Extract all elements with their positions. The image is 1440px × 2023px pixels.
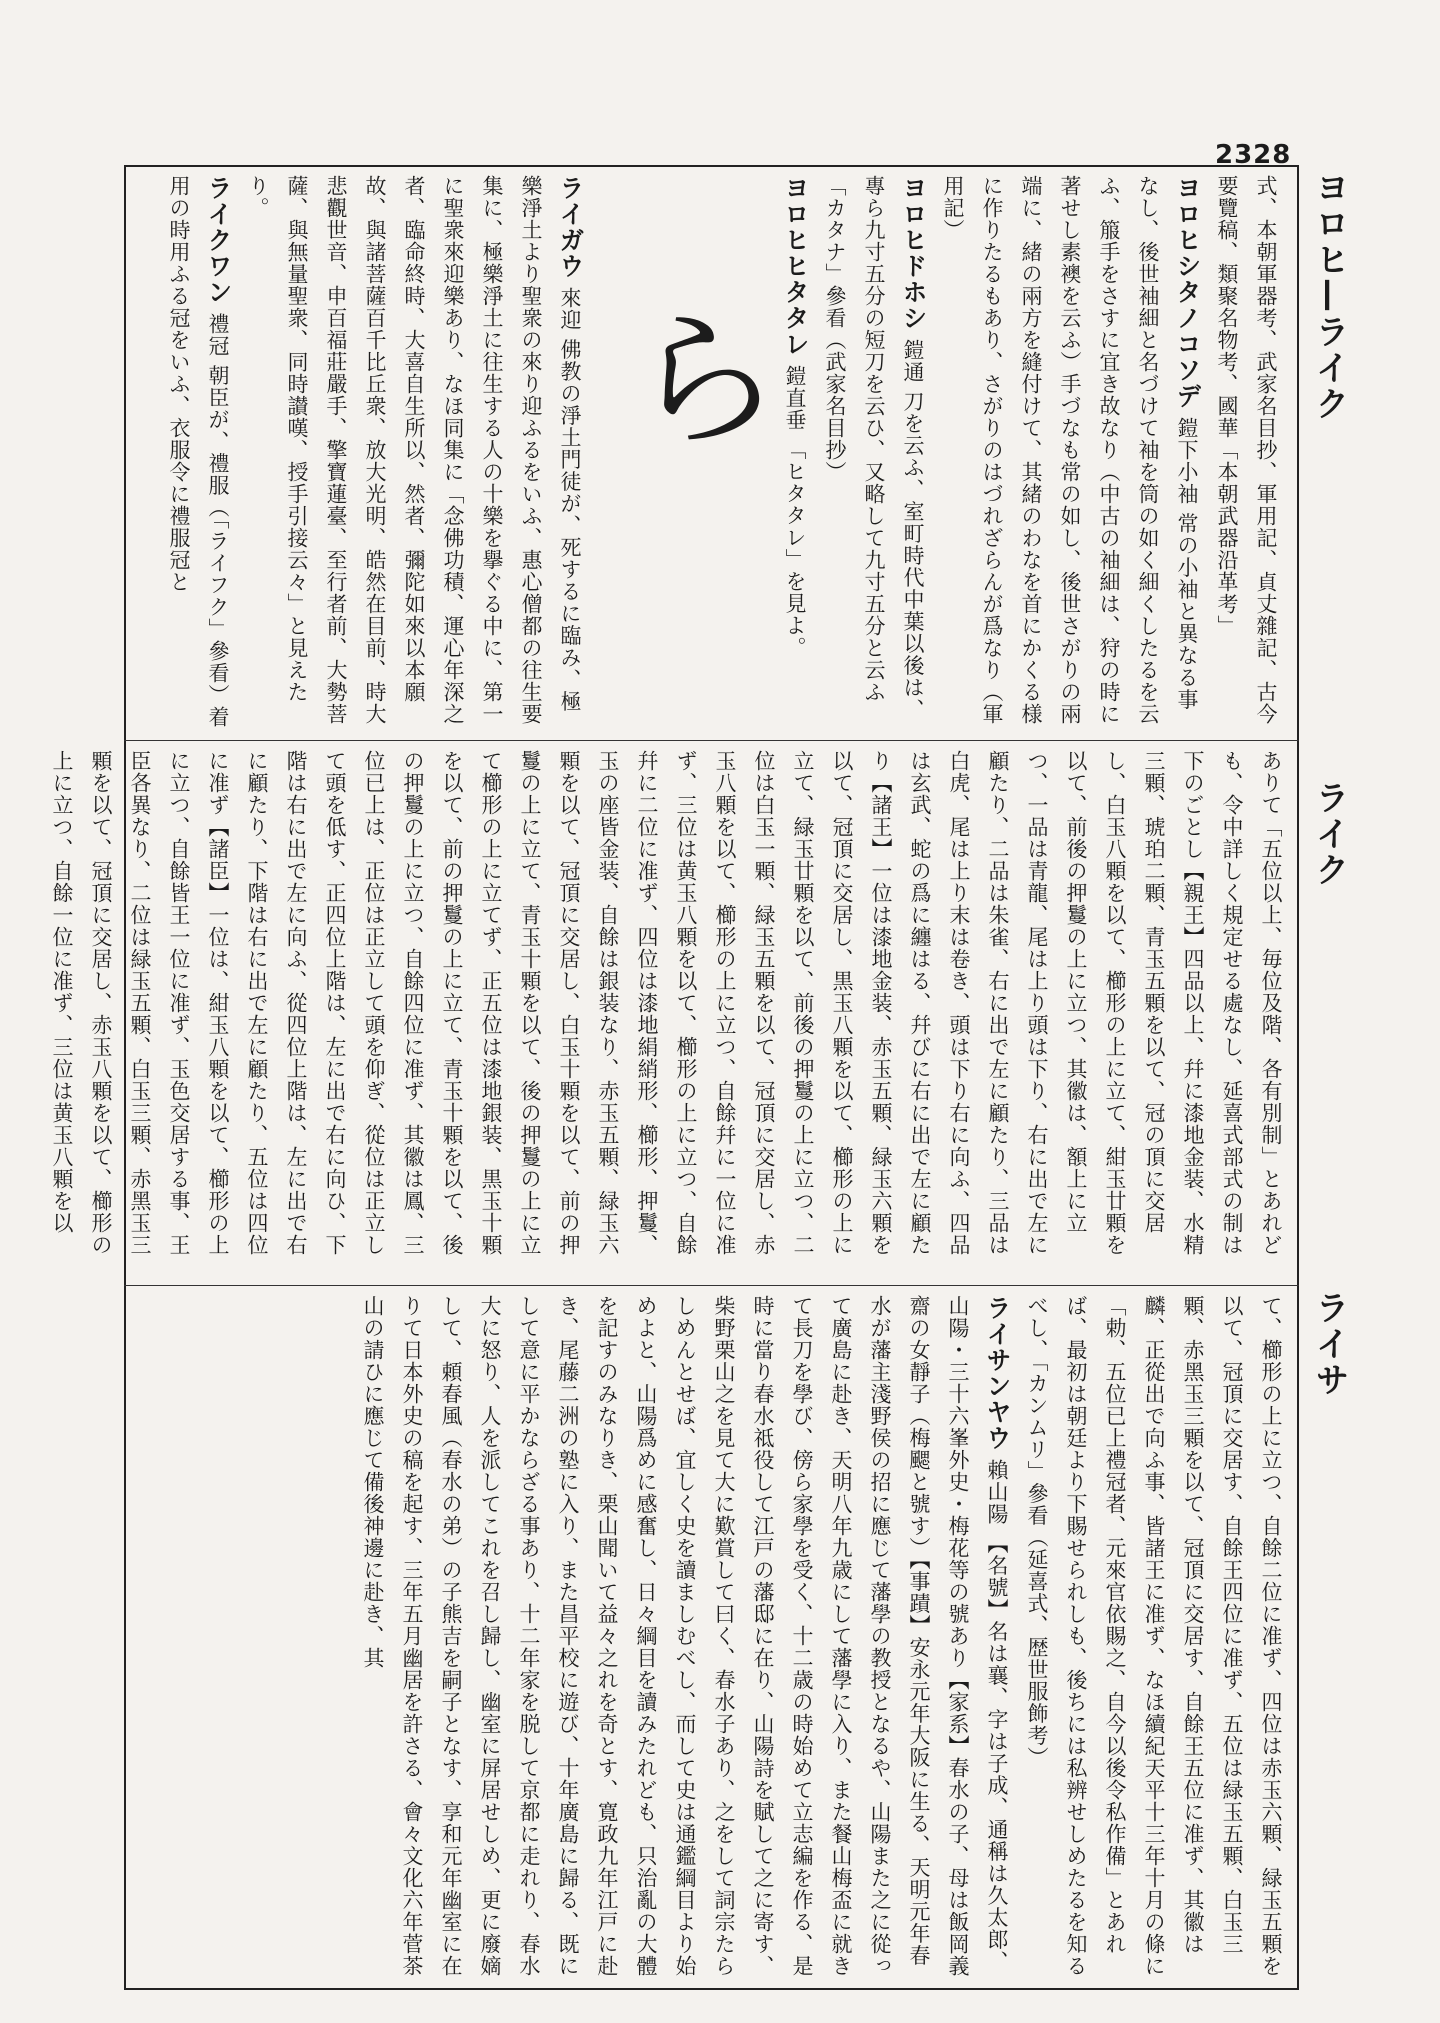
- headword: ヨロヒドホシ: [899, 175, 928, 331]
- headword-gloss: 鎧通: [901, 338, 925, 383]
- section-divider-bottom: [124, 1285, 1299, 1286]
- headword-gloss: 來迎: [558, 286, 582, 331]
- headword-gloss: 鎧直垂: [783, 364, 807, 431]
- entry: [353, 1295, 1017, 1980]
- top-column-left: [167, 175, 590, 730]
- headword: ヨロヒシタノコソデ: [1173, 175, 1202, 409]
- entry: [933, 175, 1207, 730]
- entry: [815, 175, 933, 730]
- headword: ヨロヒヒタタレ: [781, 175, 810, 357]
- headword-gloss: 鎧下小袖: [1175, 416, 1199, 505]
- entry: [159, 175, 238, 730]
- running-header-bottom: ライサ: [1309, 1290, 1349, 1398]
- entry: [775, 175, 815, 730]
- entry-text: 「ヒタタレ」を見よ。: [783, 438, 807, 659]
- entry-text: 朝臣が、禮服（「ライフク」參看）着用の時用ふる冠をいふ、衣服令に禮服冠と: [167, 175, 230, 728]
- headword-gloss: 禮冠: [206, 312, 230, 357]
- page-number: 2328: [1215, 140, 1292, 170]
- entry-text: て、櫛形の上に立つ、自餘二位に准ず、四位は赤玉六顆、緑玉五顆を以て、冠頂に交居す、自餘王四位に准ず、五位は緑玉五顆、白玉三顆、赤黑玉三顆を以て、冠頂に交居す、自餘王五位に准ず、其徽は麟、正從出で向ふ事、皆諸王に准ず、なほ續紀天平十三年十月の條に「勅、五位已上禮冠者、元來官依賜之、自今以後令私作備」とあれば、最初は朝廷より下賜せられしも、後ちには私辨せしめたるを知るべし、「カンムリ」參看（延喜式、歴世服飾考）: [1025, 1295, 1283, 1977]
- entry-text: 式、本朝軍器考、武家名目抄、軍用記、貞丈雜記、古今要覽稿、類聚名物考、國華「本朝武器沿革考」: [1215, 175, 1278, 725]
- entry: [238, 175, 590, 730]
- section-divider-top: [124, 740, 1299, 741]
- section-kana: ら: [621, 285, 789, 475]
- entry-text: 刀を云ふ、室町時代中葉以後は、專ら九寸五分の短刀を云ひ、又略して九寸五分と云ふ「カタナ」參看（武家名目抄）: [823, 175, 925, 721]
- headword: ライガウ: [556, 175, 585, 279]
- headword: ライサンヤウ: [983, 1295, 1012, 1451]
- running-header-top: ヨロヒ—ライク: [1309, 170, 1349, 422]
- bottom-column: [135, 1295, 1290, 1980]
- entry-text: 【名號】名は襄、字は子成、通稱は久太郎、山陽・三十六峯外史・梅花等の號あり【家系】春水の子、母は飯岡義齋の女靜子（梅颸と號す）【事蹟】安永元年大阪に生る、天明元年春水が藩主淺野侯の招に應じて藩學の教授となるや、山陽また之に從って廣島に赴き、天明八年九歳にして藩學に入り、また餐山梅盃に就きて長刀を學び、傍ら家學を受く、十二歳の時始めて立志編を作る、是時に當り春水祗役して江戸の藩邸に在り、山陽詩を賦して之に寄す、柴野栗山之を見て大に歎賞して曰く、春水子あり、之をして詞宗たらしめんとせば、宜しく史を讀ましむべし、而して史は通鑑綱目より始めよと、山陽爲めに感奮し、日々綱目を讀みたれども、只治亂の大體を記すのみなりき、栗山聞いて益々之れを奇とす、寛政九年江戸に赴き、尾藤二洲の塾に入り、また昌平校に遊び、十年廣島に歸る、既にして意に平かならざる事あり、十二年家を脱して京都に走れり、春水大に怒り、人を派してこれを召し歸し、幽室に屏居せしめ、更に廢嫡して、頼春風（春水の弟）の子熊吉を嗣子となす、享和元年幽室に在りて日本外史の稿を起す、三年五月幽居を許さる、會々文化六年菅茶山の請ひに應じて備後神邊に赴き、其: [361, 1295, 1009, 1977]
- middle-column: [50, 750, 1290, 1275]
- headword: ライクワン: [204, 175, 233, 305]
- entry: [1207, 175, 1285, 730]
- running-header-middle: ライク: [1309, 780, 1349, 888]
- entry-text: 常の小袖と異なる事なし、後世袖細と名づけて袖を筒の如く細くしたるを云ふ、箙手をさすに宜き故なり（中古の袖細は、狩の時に著せし素襖を云ふ）手づなも常の如し、後世さがりの兩端に、緒の兩方を縫付けて、其緒のわなを首にかくる様に作りたるもあり、さがりのはづれざらんが爲なり（軍用記）: [941, 175, 1199, 725]
- top-column-right: [781, 175, 1285, 730]
- entry-text: ありて「五位以上、毎位及階、各有別制」とあれども、令中詳しく規定せる處なし、延喜式部式の制は下のごとし【親王】四品以上、幷に漆地金装、水精三顆、琥珀二顆、青玉五顆を以て、冠の頂に交居し、白玉八顆を以て、櫛形の上に立て、紺玉廿顆を以て、前後の押鬘の上に立つ、其徽は、額上に立つ、一品は青龍、尾は上り頭は下り、右に出で左に顧たり、二品は朱雀、右に出で左に顧たり、三品は白虎、尾は上り末は卷き、頭は下り右に向ふ、四品は玄武、蛇の爲に纏はる、幷びに右に出で左に顧たり【諸王】一位は漆地金装、赤玉五顆、緑玉六顆を以て、冠頂に交居し、黒玉八顆を以て、櫛形の上に立て、緑玉廿顆を以て、前後の押鬘の上に立つ、二位は白玉一顆、緑玉五顆を以て、冠頂に交居し、赤玉八顆を以て、櫛形の上に立つ、自餘幷に一位に准ず、三位は黄玉八顆を以て、櫛形の上に立つ、自餘幷に二位に准ず、四位は漆地絹綃形、櫛形、押鬘、玉の座皆金装、自餘は銀装なり、赤玉五顆、緑玉六顆を以て、冠頂に交居し、白玉十顆を以て、前の押鬘の上に立て、青玉十顆を以て、後の押鬘の上に立て櫛形の上に立てず、正五位は漆地銀装、黒玉十顆を以て、前の押鬘の上に立て、青玉十顆を以て、後の押鬘の上に立つ、自餘四位に准ず、其徽は鳳、三位已上は、正位は正立して頭を仰ぎ、從位は正立して頭を低す、正四位上階は、左に出で右に向ひ、下階は右に出で左に向ふ、從四位上階は、左に出で右に顧たり、下階は右に出で左に顧たり、五位は四位に准ず【諸臣】一位は、紺玉八顆を以て、櫛形の上に立つ、自餘皆王一位に准ず、玉色交居する事、王臣各異なり、二位は緑玉五顆、白玉三顆、赤黑玉三顆を以て、冠頂に交居し、赤玉八顆を以て、櫛形の上に立つ、自餘一位に准ず、三位は黄玉八顆を以: [50, 750, 1283, 1256]
- entry: [1017, 1295, 1290, 1980]
- headword-gloss: 賴山陽: [985, 1458, 1009, 1525]
- entry-text: 佛教の淨土門徒が、死するに臨み、極樂淨土より聖衆の來り迎ふるをいふ、惠心僧都の往生要集に、極樂淨土に往生する人の十樂を擧ぐる中に、第一に聖衆來迎樂あり、なほ同集に「念佛功積、運心年深之者、臨命終時、大喜自生所以、然者、彌陀如來以本願故、與諸菩薩百千比丘衆、放大光明、皓然在目前、時大悲觀世音、申百福莊嚴手、擎寶蓮臺、至行者前、大勢菩薩、與無量聖衆、同時讃嘆、授手引接云々」と見えたり。: [246, 175, 582, 725]
